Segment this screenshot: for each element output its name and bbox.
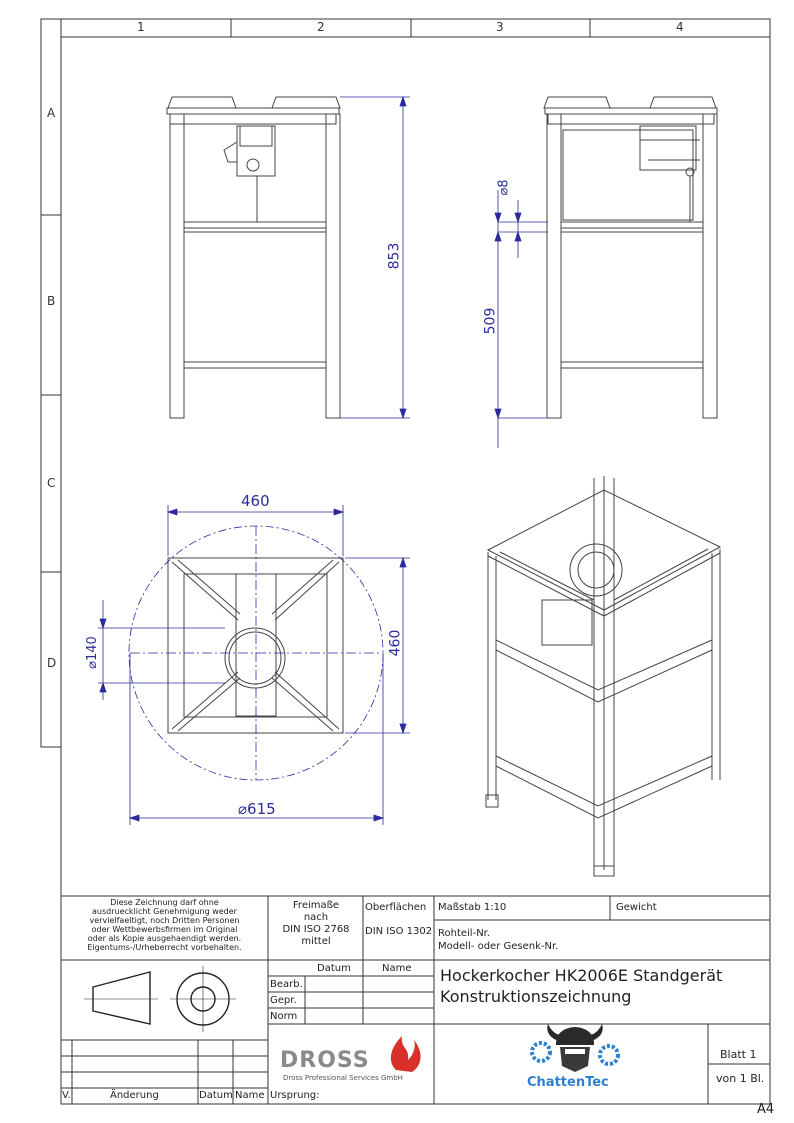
- gepr-label: Gepr.: [270, 995, 297, 1006]
- oberflaechen-value: DIN ISO 1302: [365, 926, 433, 937]
- von: von 1 Bl.: [716, 1072, 765, 1085]
- dross-subtitle: Dross Professional Services GmbH: [283, 1074, 403, 1082]
- bearb-label: Bearb.: [270, 979, 303, 990]
- column-label-4: 4: [676, 20, 684, 34]
- chattentec-viking-icon: [532, 1024, 618, 1072]
- dim-diameter-8: ⌀8: [496, 179, 512, 196]
- projection-symbol-icon: [84, 966, 236, 1032]
- rev-name-label: Name: [235, 1090, 265, 1101]
- chattentec-logo: ChattenTec: [527, 1075, 609, 1090]
- rev-v-label: V.: [62, 1090, 71, 1101]
- column-label-1: 1: [137, 20, 145, 34]
- dim-diameter-615: ⌀615: [238, 800, 276, 818]
- front-view: [167, 97, 340, 418]
- freimasse: Freimaße nach DIN ISO 2768 mittel: [282, 900, 350, 947]
- ursprung-label: Ursprung:: [270, 1090, 320, 1101]
- column-label-2: 2: [317, 20, 325, 34]
- blatt: Blatt 1: [720, 1048, 757, 1061]
- norm-label: Norm: [270, 1011, 298, 1022]
- massstab: Maßstab 1:10: [438, 902, 507, 913]
- drawing-title: Hockerkocher HK2006E Standgerät: [440, 966, 723, 985]
- sheet-size: A4: [757, 1102, 775, 1117]
- dim-height-509: 509: [482, 307, 499, 335]
- name-header: Name: [382, 963, 412, 974]
- row-label-a: A: [47, 106, 56, 120]
- copyright-note: Diese Zeichnung darf ohne ausdruecklicht Genehmigung weder vervielfaeltigt, noch Dritten Personen oder Wettbewerbsfirmen im Original oder als Kopie ausgehaendigt werden. Eigentums-/Urheberrecht vorbehalten.: [87, 898, 242, 952]
- gewicht: Gewicht: [616, 902, 657, 913]
- rev-datum-label: Datum: [199, 1090, 233, 1101]
- side-view: [544, 97, 717, 418]
- oberflaechen-label: Oberflächen: [365, 902, 427, 913]
- datum-header: Datum: [317, 963, 351, 974]
- dim-depth-460: 460: [387, 629, 404, 657]
- rev-aenderung-label: Änderung: [110, 1090, 159, 1101]
- drawing-subtitle: Konstruktionszeichnung: [440, 987, 632, 1006]
- row-label-c: C: [47, 476, 56, 490]
- dim-height-853: 853: [386, 242, 403, 270]
- dross-logo: DROSS: [280, 1048, 370, 1073]
- dross-flame-icon: [391, 1036, 421, 1072]
- row-label-b: B: [47, 294, 56, 308]
- rohteil-nr: Rohteil-Nr.: [438, 928, 491, 939]
- isometric-view: [486, 476, 720, 876]
- row-label-d: D: [47, 656, 57, 670]
- dim-diameter-140: ⌀140: [84, 636, 100, 669]
- column-label-3: 3: [496, 20, 504, 34]
- top-view: [168, 558, 343, 733]
- modell-nr: Modell- oder Gesenk-Nr.: [438, 941, 559, 952]
- dim-width-460: 460: [241, 492, 270, 510]
